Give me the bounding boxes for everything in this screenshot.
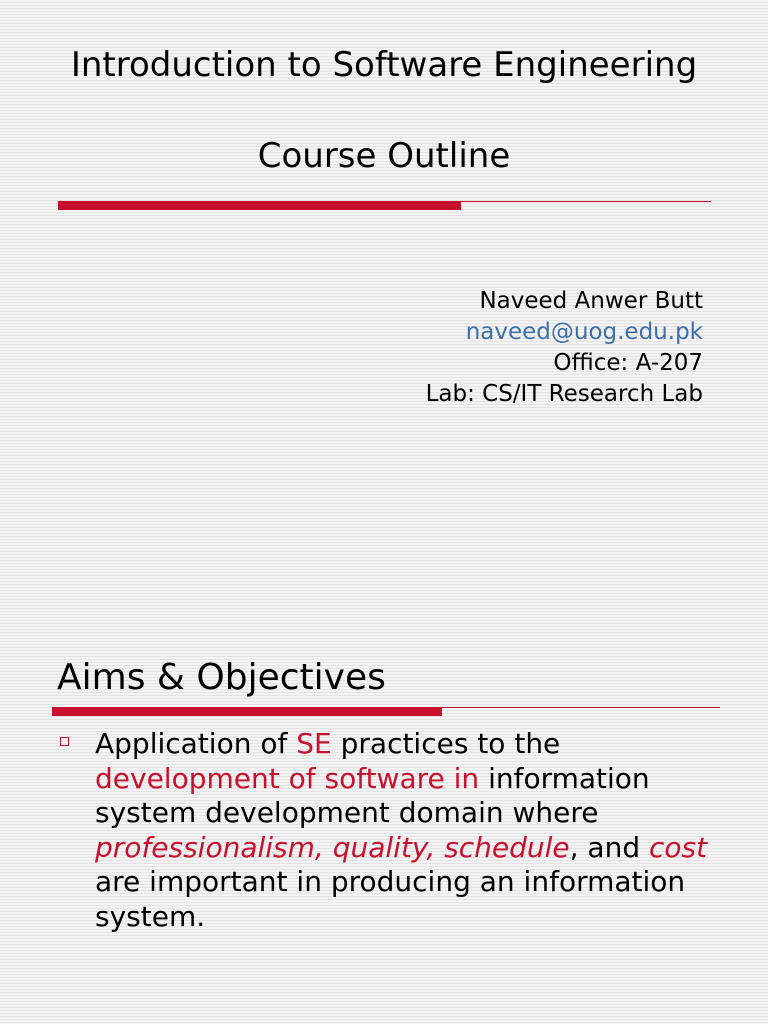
highlight-se: SE: [296, 727, 332, 760]
bullet-text-segment: Application of: [95, 727, 297, 760]
lab-info: Lab: CS/IT Research Lab: [425, 381, 703, 407]
slide-subtitle: Course Outline: [257, 136, 511, 176]
square-bullet-icon: [60, 737, 69, 746]
office-info: Office: A-207: [553, 350, 703, 376]
bullet-text-segment: practices to the: [331, 727, 561, 760]
instructor-name: Naveed Anwer Butt: [479, 288, 703, 314]
instructor-email-link[interactable]: naveed@uog.edu.pk: [465, 319, 703, 345]
heading-underline-accent: [52, 708, 442, 716]
bullet-text-segment: , and: [569, 830, 649, 864]
section-heading: Aims & Objectives: [57, 657, 386, 698]
slide-title: Introduction to Software Engineering: [70, 45, 698, 85]
highlight-development: development of software in: [95, 761, 480, 795]
title-underline-accent: [58, 202, 461, 210]
highlight-cost: cost: [649, 830, 708, 864]
highlight-qualities: professionalism, quality, schedule: [95, 830, 570, 864]
bullet-text: [95, 727, 727, 934]
bullet-text-segment: information system development domain where: [95, 761, 650, 829]
contact-block: [426, 286, 703, 410]
bullet-text-segment: are important in producing an information system.: [95, 865, 686, 933]
